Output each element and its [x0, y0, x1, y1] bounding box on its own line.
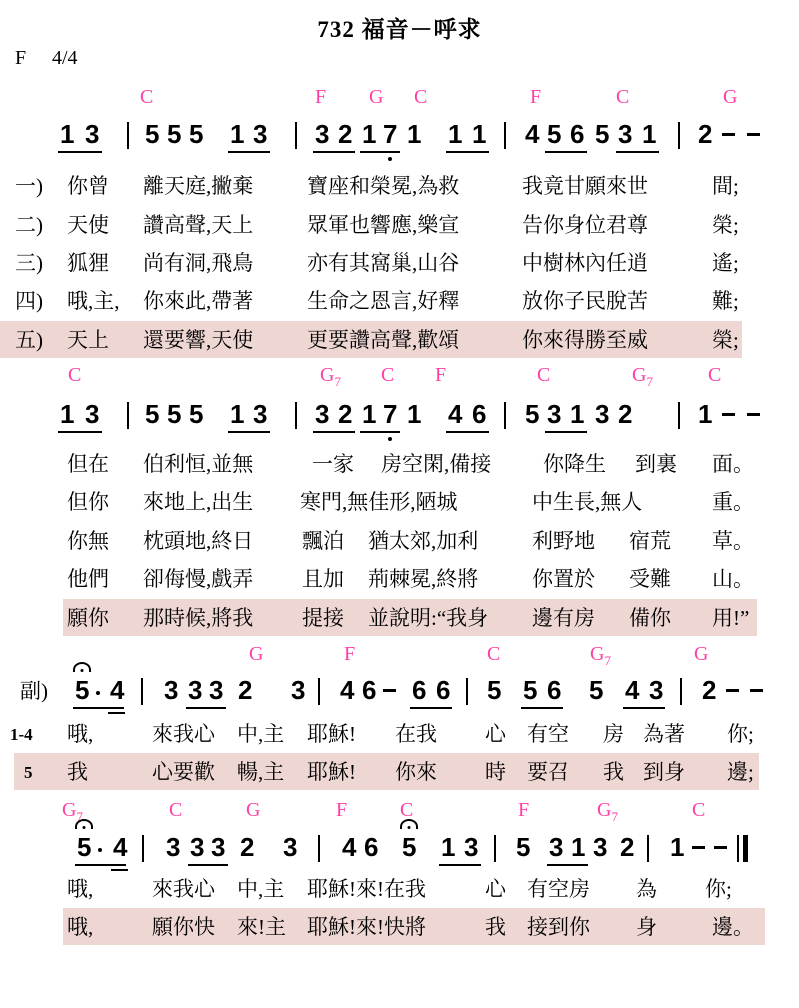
duration-dash	[726, 689, 739, 692]
lyric-segment: 用!”	[712, 606, 750, 630]
verse-label: 三)	[15, 251, 43, 275]
lyric-segment: 哦,	[67, 722, 94, 746]
lyric-segment: 你來得勝至威	[522, 328, 648, 352]
note-number: 6	[364, 832, 379, 862]
lyric-segment: 耶穌!來!在我	[307, 877, 426, 901]
key-signature: F	[15, 47, 27, 69]
note-number: 1	[362, 119, 377, 149]
note-number: 5	[145, 399, 160, 429]
chord-symbol: $G_7$	[590, 643, 611, 668]
note-number: 5	[189, 399, 204, 429]
lyric-segment: 心	[485, 722, 506, 746]
note-number: 1	[441, 832, 456, 862]
barline	[678, 402, 680, 429]
note-number: 5	[589, 675, 604, 705]
lyric-segment: 更要讚高聲,歡頌	[307, 328, 460, 352]
beam-underline	[73, 707, 124, 709]
lyric-segment: 眾軍也響應,樂宣	[307, 213, 460, 237]
lyric-segment: 願你	[67, 606, 109, 630]
note-number: 1	[642, 119, 657, 149]
lyric-segment: 來地上,出生	[143, 490, 254, 514]
lyric-segment: 到裏	[635, 452, 677, 476]
beam-underline	[228, 151, 270, 153]
duration-dash	[383, 689, 396, 692]
note-number: 3	[315, 119, 330, 149]
duration-dash	[722, 413, 735, 416]
lyric-segment: 身	[636, 915, 657, 939]
note-number: 5	[167, 399, 182, 429]
lyric-segment: 還要響,天使	[143, 328, 254, 352]
verse-label: 一)	[15, 174, 43, 198]
lyric-segment: 離天庭,撇棄	[143, 174, 254, 198]
chord-symbol: C	[487, 643, 501, 665]
chord-symbol: C	[414, 86, 428, 108]
beam-underline	[616, 151, 659, 153]
lyric-segment: 告你身位君尊	[522, 213, 648, 237]
note-number: 1	[472, 119, 487, 149]
refrain-label: 副)	[20, 679, 48, 703]
beam-underline	[75, 864, 126, 866]
chord-symbol: $G_7$	[632, 364, 653, 389]
lyric-segment: 我竟甘願來世	[522, 174, 648, 198]
lyric-segment: 我	[67, 760, 88, 784]
note-number: 1	[571, 832, 586, 862]
fermata-icon	[400, 819, 418, 829]
note-number: 2	[338, 399, 353, 429]
lyric-segment: 難;	[712, 289, 739, 313]
lyric-segment: 中,主	[237, 877, 285, 901]
lyric-segment: 猶太郊,加利	[368, 529, 479, 553]
verse-label: 四)	[15, 289, 43, 313]
lyric-segment: 你來	[395, 760, 437, 784]
beam-underline	[188, 864, 228, 866]
lyric-segment: 寶座和榮冕,為救	[307, 174, 460, 198]
beam-underline	[521, 707, 563, 709]
chord-symbol: C	[692, 799, 706, 821]
note-number: 3	[593, 832, 608, 862]
note-number: 6	[570, 119, 585, 149]
lyric-segment: 有空	[527, 722, 569, 746]
lyric-segment: 為	[636, 877, 657, 901]
note-number: 6	[472, 399, 487, 429]
barline	[142, 835, 144, 862]
chord-symbol: C	[140, 86, 154, 108]
note-number: 5	[595, 119, 610, 149]
note-number: 7	[383, 399, 398, 429]
lyric-segment: 放你子民脫苦	[522, 289, 648, 313]
duration-dash	[747, 413, 760, 416]
chord-symbol: C	[381, 364, 395, 386]
chord-symbol: F	[315, 86, 327, 108]
beam-underline	[58, 431, 102, 433]
lyric-segment: 宿荒	[629, 529, 671, 553]
beam-underline	[360, 431, 400, 433]
octave-dot	[388, 157, 392, 161]
note-number: 2	[618, 399, 633, 429]
note-number: 2	[698, 119, 713, 149]
note-number: 3	[190, 832, 205, 862]
chord-symbol: G	[246, 799, 261, 821]
lyric-segment: 來我心	[152, 877, 215, 901]
lyric-segment: 遙;	[712, 251, 739, 275]
lyric-segment: 為著	[643, 722, 685, 746]
beam-underline	[111, 869, 128, 871]
note-number: 5	[145, 119, 160, 149]
augmentation-dot	[96, 691, 100, 695]
note-number: 4	[113, 832, 128, 862]
barline	[678, 122, 680, 149]
lyric-segment: 暢,主	[237, 760, 285, 784]
note-number: 5	[547, 119, 562, 149]
lyric-segment: 耶穌!	[307, 760, 356, 784]
note-number: 3	[253, 119, 268, 149]
chord-symbol: C	[708, 364, 722, 386]
lyric-segment: 來我心	[152, 722, 215, 746]
note-number: 3	[253, 399, 268, 429]
barline	[127, 402, 129, 429]
note-number: 7	[383, 119, 398, 149]
note-number: 3	[618, 119, 633, 149]
barline	[647, 835, 649, 862]
beam-underline	[410, 707, 452, 709]
beam-underline	[446, 431, 489, 433]
beam-underline	[360, 151, 400, 153]
note-number: 5	[523, 675, 538, 705]
beam-underline	[545, 151, 587, 153]
lyric-segment: 邊;	[727, 760, 754, 784]
lyric-segment: 卻侮慢,戲弄	[143, 567, 254, 591]
lyric-segment: 你曾	[67, 174, 109, 198]
lyric-segment: 時	[485, 760, 506, 784]
lyric-segment: 你來此,帶著	[143, 289, 254, 313]
chord-symbol: F	[518, 799, 530, 821]
lyric-segment: 山。	[712, 567, 754, 591]
lyric-segment: 面。	[712, 452, 754, 476]
lyric-segment: 寒門,無佳形,陋城	[300, 490, 458, 514]
lyric-segment: 草。	[712, 529, 754, 553]
barline	[504, 122, 506, 149]
lyric-segment: 哦,	[67, 877, 94, 901]
chord-symbol: G	[249, 643, 264, 665]
note-number: 3	[291, 675, 306, 705]
fermata-icon	[73, 662, 91, 672]
lyric-segment: 哦,主,	[67, 289, 120, 313]
note-number: 1	[230, 119, 245, 149]
note-number: 3	[164, 675, 179, 705]
verse-label: 五)	[15, 328, 43, 352]
beam-underline	[186, 707, 226, 709]
note-number: 5	[77, 832, 92, 862]
chord-symbol: G	[723, 86, 738, 108]
beam-underline	[439, 864, 481, 866]
chord-symbol: C	[616, 86, 630, 108]
lyric-segment: 你;	[705, 877, 732, 901]
duration-dash	[750, 689, 763, 692]
note-number: 5	[167, 119, 182, 149]
duration-dash	[747, 133, 760, 136]
barline	[318, 835, 320, 862]
lyric-segment: 提接	[302, 606, 344, 630]
note-number: 5	[525, 399, 540, 429]
beam-underline	[545, 431, 587, 433]
lyric-segment: 天使	[67, 213, 109, 237]
note-number: 3	[211, 832, 226, 862]
lyric-segment: 願你快	[152, 915, 215, 939]
lyric-segment: 我	[603, 760, 624, 784]
note-number: 3	[547, 399, 562, 429]
note-number: 2	[338, 119, 353, 149]
lyric-segment: 要召	[527, 760, 569, 784]
beam-underline	[313, 431, 355, 433]
note-number: 4	[110, 675, 125, 705]
lyric-segment: 飄泊	[302, 529, 344, 553]
note-number: 3	[188, 675, 203, 705]
lyric-segment: 我	[485, 915, 506, 939]
lyric-segment: 並說明:“我身	[368, 606, 489, 630]
lyric-segment: 且加	[302, 567, 344, 591]
chord-symbol: $G_7$	[62, 799, 83, 824]
chord-symbol: F	[435, 364, 447, 386]
note-number: 4	[625, 675, 640, 705]
lyric-segment: 但你	[67, 490, 109, 514]
lyric-segment: 哦,	[67, 915, 94, 939]
note-number: 1	[230, 399, 245, 429]
barline	[680, 678, 682, 705]
lyric-segment: 耶穌!來!快將	[307, 915, 426, 939]
lyric-segment: 狐狸	[67, 251, 109, 275]
note-number: 3	[315, 399, 330, 429]
beam-underline	[228, 431, 270, 433]
note-number: 1	[407, 399, 422, 429]
note-number: 1	[60, 119, 75, 149]
beam-underline	[313, 151, 355, 153]
note-number: 3	[649, 675, 664, 705]
lyric-segment: 重。	[712, 490, 754, 514]
barline	[127, 122, 129, 149]
lyric-segment: 天上	[67, 328, 109, 352]
barline	[295, 402, 297, 429]
lyric-segment: 有空房	[527, 877, 590, 901]
note-number: 4	[448, 399, 463, 429]
lyric-segment: 中,主	[237, 722, 285, 746]
lyric-segment: 荊棘冕,終將	[368, 567, 479, 591]
lyric-segment: 讚高聲,天上	[143, 213, 254, 237]
note-number: 6	[362, 675, 377, 705]
chord-symbol: C	[400, 799, 414, 821]
note-number: 3	[549, 832, 564, 862]
note-number: 5	[75, 675, 90, 705]
note-number: 3	[283, 832, 298, 862]
chord-symbol: G	[369, 86, 384, 108]
lyric-segment: 在我	[395, 722, 437, 746]
lyric-segment: 耶穌!	[307, 722, 356, 746]
lyric-segment: 生命之恩言,好釋	[307, 289, 460, 313]
lyric-segment: 你置於	[532, 567, 595, 591]
lyric-segment: 尚有洞,飛鳥	[143, 251, 254, 275]
duration-dash	[692, 846, 705, 849]
lyric-segment: 邊。	[712, 915, 754, 939]
barline	[295, 122, 297, 149]
duration-dash	[714, 846, 727, 849]
lyric-segment: 一家	[312, 452, 354, 476]
note-number: 1	[698, 399, 713, 429]
lyric-segment: 到身	[643, 760, 685, 784]
fermata-icon	[75, 819, 93, 829]
chord-symbol: F	[336, 799, 348, 821]
note-number: 6	[412, 675, 427, 705]
note-number: 5	[487, 675, 502, 705]
lyric-segment: 你無	[67, 529, 109, 553]
barline	[504, 402, 506, 429]
hymn-title: 732 福音－呼求	[317, 17, 482, 42]
verse-label: 1-4	[10, 725, 33, 744]
note-number: 3	[595, 399, 610, 429]
chord-symbol: G	[694, 643, 709, 665]
note-number: 4	[340, 675, 355, 705]
barline	[466, 678, 468, 705]
lyric-segment: 房空閑,備接	[381, 452, 492, 476]
note-number: 3	[166, 832, 181, 862]
chord-symbol: $G_7$	[320, 364, 341, 389]
note-number: 1	[60, 399, 75, 429]
lyric-segment: 榮;	[712, 328, 739, 352]
barline	[141, 678, 143, 705]
lyric-segment: 他們	[67, 567, 109, 591]
lyric-segment: 中樹林內任逍	[522, 251, 648, 275]
chord-symbol: C	[537, 364, 551, 386]
note-number: 6	[547, 675, 562, 705]
lyric-segment: 你;	[727, 722, 754, 746]
note-number: 6	[436, 675, 451, 705]
beam-underline	[547, 864, 588, 866]
lyric-segment: 亦有其窩巢,山谷	[307, 251, 460, 275]
beam-underline	[58, 151, 102, 153]
note-number: 3	[209, 675, 224, 705]
barline	[494, 835, 496, 862]
lyric-segment: 來!主	[237, 915, 286, 939]
note-number: 4	[342, 832, 357, 862]
chord-symbol: C	[68, 364, 82, 386]
verse-label: 二)	[15, 213, 43, 237]
lyric-segment: 接到你	[527, 915, 590, 939]
lyric-segment: 中生長,無人	[532, 490, 643, 514]
chord-symbol: F	[344, 643, 356, 665]
note-number: 2	[702, 675, 717, 705]
note-number: 5	[402, 832, 417, 862]
note-number: 2	[620, 832, 635, 862]
note-number: 3	[464, 832, 479, 862]
duration-dash	[722, 133, 735, 136]
note-number: 2	[240, 832, 255, 862]
lyric-segment: 利野地	[532, 529, 595, 553]
lyric-segment: 但在	[67, 452, 109, 476]
lyric-segment: 心	[485, 877, 506, 901]
chord-symbol: C	[169, 799, 183, 821]
chord-symbol: $G_7$	[597, 799, 618, 824]
augmentation-dot	[98, 848, 102, 852]
note-number: 1	[570, 399, 585, 429]
lyric-segment: 伯利恒,並無	[143, 452, 254, 476]
note-number: 5	[516, 832, 531, 862]
verse-label: 5	[24, 763, 33, 782]
beam-underline	[108, 712, 125, 714]
lyric-segment: 那時候,將我	[143, 606, 254, 630]
lyric-segment: 邊有房	[532, 606, 595, 630]
time-signature: 4/4	[52, 47, 78, 69]
note-number: 3	[85, 119, 100, 149]
note-number: 1	[448, 119, 463, 149]
note-number: 2	[238, 675, 253, 705]
lyric-segment: 房	[603, 722, 624, 746]
note-number: 1	[362, 399, 377, 429]
lyric-segment: 間;	[712, 174, 739, 198]
chord-symbol: F	[530, 86, 542, 108]
lyric-segment: 你降生	[543, 452, 606, 476]
barline	[318, 678, 320, 705]
lyric-segment: 榮;	[712, 213, 739, 237]
beam-underline	[446, 151, 489, 153]
note-number: 1	[670, 832, 685, 862]
lyric-segment: 受難	[629, 567, 671, 591]
note-number: 5	[189, 119, 204, 149]
beam-underline	[623, 707, 665, 709]
note-number: 3	[85, 399, 100, 429]
octave-dot	[388, 437, 392, 441]
note-number: 4	[525, 119, 540, 149]
note-number: 1	[407, 119, 422, 149]
lyric-segment: 心要歡	[152, 760, 215, 784]
lyric-segment: 枕頭地,終日	[143, 529, 254, 553]
lyric-segment: 備你	[629, 606, 671, 630]
final-barline	[737, 835, 748, 862]
